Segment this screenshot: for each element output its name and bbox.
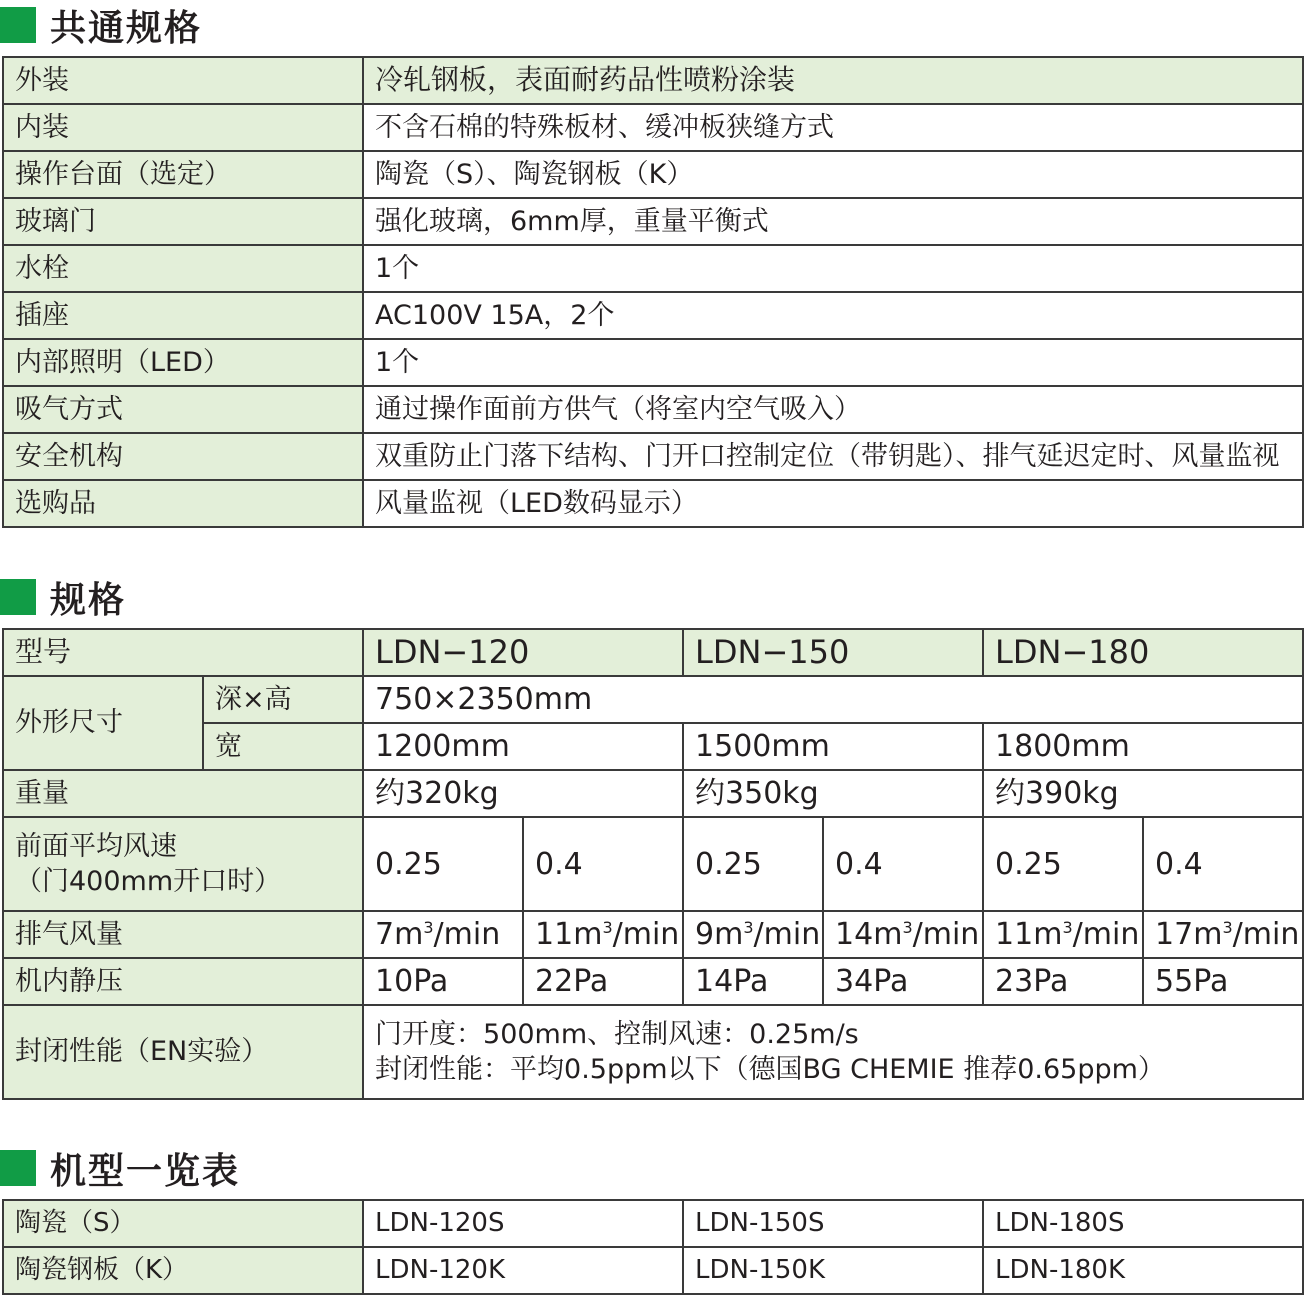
speed-value: 0.25 — [683, 817, 823, 911]
row-label: 内部照明（LED） — [3, 339, 363, 386]
table-row — [3, 292, 1303, 339]
section-marker-icon — [0, 1150, 36, 1186]
model-list-table — [2, 1199, 1304, 1295]
row-value: 不含石棉的特殊板材、缓冲板狭缝方式 — [363, 104, 1303, 151]
speed-value: 0.25 — [983, 817, 1143, 911]
seal-line2: 封闭性能：平均0.5ppm以下（德国BG CHEMIE 推荐0.65ppm） — [375, 1054, 1165, 1085]
width-value: 1500mm — [683, 723, 983, 770]
model-code: LDN-150K — [683, 1247, 983, 1294]
speed-value: 0.4 — [1143, 817, 1303, 911]
dimension-label: 外形尺寸 — [3, 676, 203, 770]
exhaust-value: $14m^3/\min$ — [823, 911, 983, 958]
section-title-models: 机型一览表 — [50, 1150, 241, 1192]
model-name: LDN−180 — [983, 629, 1303, 676]
row-label: 选购品 — [3, 480, 363, 527]
depth-height-label: 深×高 — [203, 676, 363, 723]
table-row — [3, 1247, 1303, 1294]
row-label: 吸气方式 — [3, 386, 363, 433]
table-row-pressure — [3, 958, 1303, 1005]
row-value: 陶瓷（S）、陶瓷钢板（K） — [363, 151, 1303, 198]
table-row-exhaust — [3, 911, 1303, 958]
table-row — [3, 57, 1303, 104]
section-title-common: 共通规格 — [50, 7, 203, 49]
exhaust-value: $11m^3/\min$ — [523, 911, 683, 958]
speed-value: 0.25 — [363, 817, 523, 911]
speed-value: 0.4 — [823, 817, 983, 911]
pressure-label: 机内静压 — [3, 958, 363, 1005]
table-row — [3, 386, 1303, 433]
pressure-value: 23Pa — [983, 958, 1143, 1005]
model-name: LDN−120 — [363, 629, 683, 676]
table-row — [3, 104, 1303, 151]
table-row-weight — [3, 770, 1303, 817]
speed-label — [3, 817, 363, 911]
width-value: 1200mm — [363, 723, 683, 770]
table-row — [3, 245, 1303, 292]
row-label: 插座 — [3, 292, 363, 339]
table-row-model — [3, 629, 1303, 676]
model-code: LDN-120K — [363, 1247, 683, 1294]
row-value: 风量监视（LED数码显示） — [363, 480, 1303, 527]
row-value: 通过操作面前方供气（将室内空气吸入） — [363, 386, 1303, 433]
table-row — [3, 480, 1303, 527]
row-label: 操作台面（选定） — [3, 151, 363, 198]
exhaust-value: $11m^3/\min$ — [983, 911, 1143, 958]
section-marker-icon — [0, 579, 36, 615]
row-label: 陶瓷（S） — [3, 1200, 363, 1247]
pressure-value: 34Pa — [823, 958, 983, 1005]
row-label: 玻璃门 — [3, 198, 363, 245]
model-code: LDN-120S — [363, 1200, 683, 1247]
seal-value — [363, 1005, 1303, 1099]
table-row — [3, 151, 1303, 198]
exhaust-label: 排气风量 — [3, 911, 363, 958]
row-label: 陶瓷钢板（K） — [3, 1247, 363, 1294]
pressure-value: 10Pa — [363, 958, 523, 1005]
model-code: LDN-180K — [983, 1247, 1303, 1294]
depth-height-value: 750×2350mm — [363, 676, 1303, 723]
weight-value: 约390kg — [983, 770, 1303, 817]
width-label: 宽 — [203, 723, 363, 770]
speed-label-line2: （门400mm开口时） — [15, 866, 282, 897]
exhaust-value: $9m^3/\min$ — [683, 911, 823, 958]
table-row — [3, 1200, 1303, 1247]
table-row-speed — [3, 817, 1303, 911]
seal-line1: 门开度：500mm、控制风速：0.25m/s — [375, 1018, 859, 1050]
model-label: 型号 — [3, 629, 363, 676]
spec-table — [2, 628, 1304, 1100]
model-code: LDN-150S — [683, 1200, 983, 1247]
row-value: 1个 — [363, 339, 1303, 386]
common-spec-table — [2, 56, 1304, 528]
speed-value: 0.4 — [523, 817, 683, 911]
weight-label: 重量 — [3, 770, 363, 817]
row-value: 冷轧钢板，表面耐药品性喷粉涂装 — [363, 57, 1303, 104]
seal-label: 封闭性能（EN实验） — [3, 1005, 363, 1099]
section-marker-icon — [0, 7, 36, 43]
section-header-spec — [0, 575, 126, 619]
row-value: 双重防止门落下结构、门开口控制定位（带钥匙）、排气延迟定时、风量监视 — [363, 433, 1303, 480]
table-row-seal — [3, 1005, 1303, 1099]
section-header-models — [0, 1146, 240, 1190]
pressure-value: 55Pa — [1143, 958, 1303, 1005]
row-label: 内装 — [3, 104, 363, 151]
row-label: 外装 — [3, 57, 363, 104]
table-row-depth-height — [3, 676, 1303, 723]
speed-label-line1: 前面平均风速 — [15, 830, 177, 862]
row-label: 安全机构 — [3, 433, 363, 480]
exhaust-value: $7m^3/\min$ — [363, 911, 523, 958]
section-title-spec: 规格 — [50, 579, 127, 621]
weight-value: 约320kg — [363, 770, 683, 817]
model-name: LDN−150 — [683, 629, 983, 676]
weight-value: 约350kg — [683, 770, 983, 817]
row-value: 强化玻璃，6mm厚，重量平衡式 — [363, 198, 1303, 245]
row-label: 水栓 — [3, 245, 363, 292]
pressure-value: 14Pa — [683, 958, 823, 1005]
width-value: 1800mm — [983, 723, 1303, 770]
row-value: AC100V 15A，2个 — [363, 292, 1303, 339]
row-value: 1个 — [363, 245, 1303, 292]
table-row — [3, 339, 1303, 386]
pressure-value: 22Pa — [523, 958, 683, 1005]
section-header-common — [0, 3, 202, 47]
table-row — [3, 198, 1303, 245]
table-row — [3, 433, 1303, 480]
model-code: LDN-180S — [983, 1200, 1303, 1247]
exhaust-value: $17m^3/\min$ — [1143, 911, 1303, 958]
